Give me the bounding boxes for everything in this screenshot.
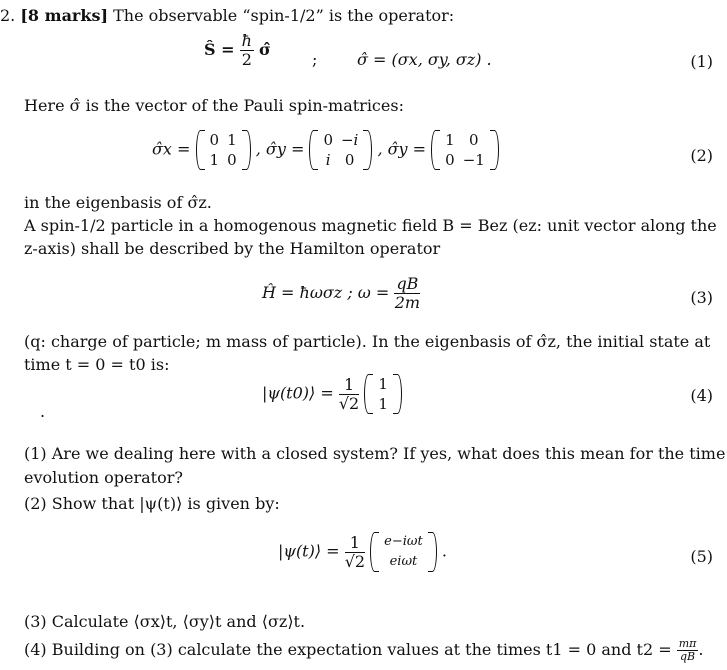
sz-10: 0 xyxy=(445,151,455,169)
sy-11: 0 xyxy=(344,151,355,169)
equation-5 xyxy=(278,532,447,572)
sx-00: 0 xyxy=(209,131,220,149)
eq1-separator: ; xyxy=(312,50,318,69)
sx-11: 0 xyxy=(227,151,237,169)
eq3-fraction xyxy=(394,275,420,312)
eq4-num: 1 xyxy=(339,376,359,395)
sx-10: 1 xyxy=(209,151,220,169)
equation-4 xyxy=(262,374,402,414)
sigma-y-matrix xyxy=(309,130,372,170)
problem-intro: The observable “spin-1/2” is the operator: xyxy=(113,6,455,25)
sigma-z-matrix xyxy=(431,130,499,170)
eq5-den: √2 xyxy=(344,551,366,571)
sy-01: −i xyxy=(340,131,359,149)
eq2-tag: (2) xyxy=(690,146,713,165)
eq4-lhs: |ψ(t0)⟩ = xyxy=(262,383,334,403)
question-4-text: (4) Building on (3) calculate the expectation values at the times t1 = 0 and t2 = xyxy=(24,640,672,659)
eq5-vec-1: eiωt xyxy=(389,554,418,569)
para2-line1: in the eigenbasis of σ̂z. xyxy=(24,193,212,212)
eq3-lhs: Ĥ = ħωσz ; ω = xyxy=(262,283,390,302)
eq5-tail: . xyxy=(441,541,447,561)
sz-00: 1 xyxy=(445,131,455,149)
sy-10: i xyxy=(325,151,331,169)
eq5-lhs: |ψ(t)⟩ = xyxy=(278,541,340,561)
q4-den: qB xyxy=(680,650,696,663)
question-4 xyxy=(24,638,704,663)
eq4-den: √2 xyxy=(338,393,360,413)
para2-line3: z-axis) shall be described by the Hamilton operator xyxy=(24,239,441,258)
equation-2 xyxy=(152,130,499,170)
marks-label: [8 marks] xyxy=(20,6,109,25)
eq1-num: ħ xyxy=(241,31,252,50)
question-1-line2: evolution operator? xyxy=(24,468,183,487)
para3-line1: (q: charge of particle; m mass of particle). In the eigenbasis of σ̂z, the initial state at xyxy=(24,332,711,351)
question-1-line1: (1) Are we dealing here with a closed system? If yes, what does this mean for the time xyxy=(24,444,726,463)
para2-line2: A spin-1/2 particle in a homogenous magnetic field B = Bez (ez: unit vector along the xyxy=(24,216,717,235)
eq1-lhs: Ŝ = xyxy=(204,40,235,59)
sy-00: 0 xyxy=(323,131,333,149)
sx-01: 1 xyxy=(227,131,237,149)
equation-3 xyxy=(262,275,420,312)
eq5-fraction xyxy=(345,534,365,571)
q4-fraction xyxy=(677,638,699,663)
sigma-x-matrix xyxy=(196,130,251,170)
eq5-vector xyxy=(370,532,437,572)
eq1-fraction xyxy=(240,32,254,69)
eq4-tag: (4) xyxy=(690,386,713,405)
sigma-y-label: , σ̂y = xyxy=(255,139,305,159)
eq1-sigma: σ̂ xyxy=(259,40,271,59)
eq4-vector xyxy=(364,374,402,414)
eq5-num: 1 xyxy=(345,534,365,553)
q4-num: mπ xyxy=(678,637,697,650)
eq5-vec-0: e−iωt xyxy=(384,534,423,549)
pauli-intro: Here σ̂ is the vector of the Pauli spin-matrices: xyxy=(24,96,404,115)
question-3: (3) Calculate ⟨σx⟩t, ⟨σy⟩t and ⟨σz⟩t. xyxy=(24,612,306,631)
problem-header xyxy=(0,6,454,25)
sz-01: 0 xyxy=(469,131,479,149)
eq1-den: 2 xyxy=(241,50,252,69)
eq1-tag: (1) xyxy=(690,52,713,71)
equation-1 xyxy=(204,32,271,69)
eq4-vec-1: 1 xyxy=(378,395,388,413)
stray-dot: . xyxy=(40,402,46,421)
question-2: (2) Show that |ψ(t)⟩ is given by: xyxy=(24,494,280,513)
eq5-tag: (5) xyxy=(690,547,713,566)
eq1-rhs: σ̂ = (σx, σy, σz) . xyxy=(357,50,492,69)
eq3-num: qB xyxy=(396,274,419,293)
sigma-z-label: , σ̂y = xyxy=(377,139,427,159)
eq3-tag: (3) xyxy=(690,288,713,307)
eq4-fraction xyxy=(339,376,359,413)
eq4-vec-0: 1 xyxy=(378,375,388,393)
problem-number: 2. xyxy=(0,6,16,25)
sz-11: −1 xyxy=(462,151,485,169)
q4-period: . xyxy=(698,640,704,659)
eq3-den: 2m xyxy=(394,293,421,312)
sigma-x-label: σ̂x = xyxy=(152,139,191,159)
para3-line2: time t = 0 = t0 is: xyxy=(24,355,170,374)
